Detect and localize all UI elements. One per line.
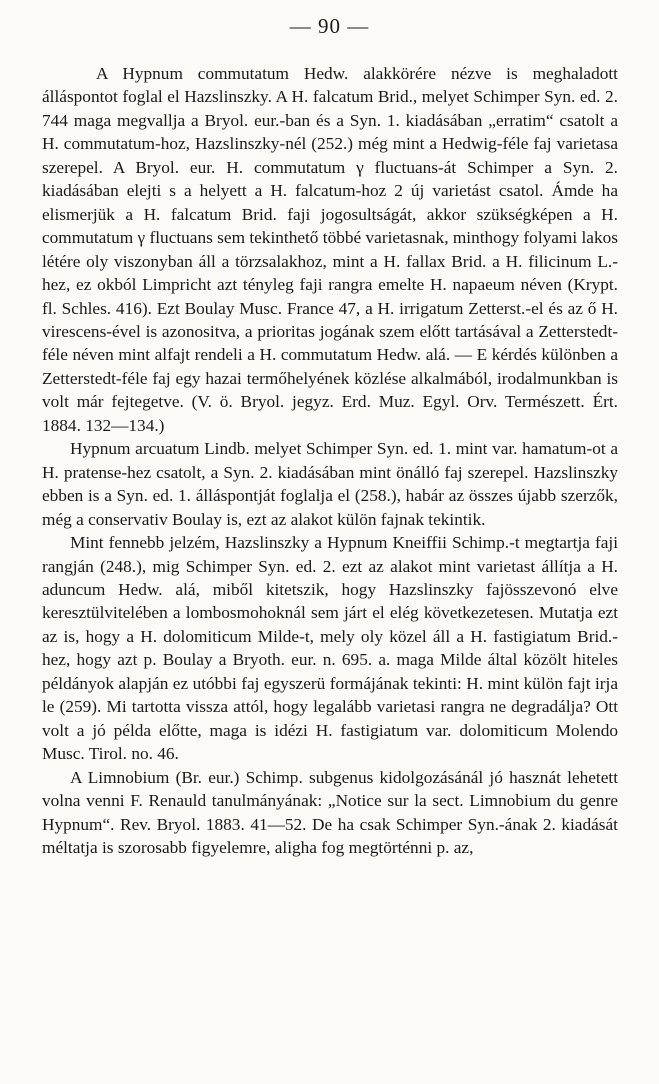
paragraph-2: Hypnum arcuatum Lindb. melyet Schimper Syn. ed. 1. mint var. hamatum-ot a H. pratense-hez csatolt, a Syn. 2. kiadásában mint önálló faj szerepel. Hazslinszky ebben is a Syn. ed. 1. álláspontját foglalja el (258.), habár az összes újabb szerzők, még a conservativ Boulay is, ezt az alakot külön fajnak tekintik. bbox=[42, 439, 618, 529]
paragraph-3: Mint fennebb jelzém, Hazslinszky a Hypnum Kneiffii Schimp.-t megtartja faji rangján (248.), mig Schimper Syn. ed. 2. ezt az alakot mint varietast állítja a H. aduncum Hedw. alá, miből kitetszik, hogy Hazslinszky fajösszevonó elve keresztülvitelében a lombosmohoknál sem járt el elég következetesen. Mutatja ezt az is, hogy a H. dolomiticum Milde-t, mely oly közel áll a H. fastigiatum Brid.-hez, hogy azt p. Boulay a Bryoth. eur. n. 695. a. maga Milde által közölt hiteles példányok alapján ez utóbbi faj egyszerü formájának tekinti: H. mint külön fajt irja le (259). Mi tartotta vissza attól, hogy legalább varietasi rangra ne degradálja? Ott volt a jó példa előtte, maga is idézi H. fastigiatum var. dolomiticum Molendo Musc. Tirol. no. 46. bbox=[42, 533, 618, 764]
paragraph-4: A Limnobium (Br. eur.) Schimp. subgenus kidolgozásánál jó hasznát lehetett volna venni F. Renauld tanulmányának: „Notice sur la sect. Limnobium du genre Hypnum“. Rev. Bryol. 1883. 41—52. De ha csak Schimper Syn.-ának 2. kiadását méltatja is szorosabb figyelemre, aligha fog megtörténni p. az, bbox=[42, 767, 618, 857]
paragraph-1: A Hypnum commutatum Hedw. alakkörére nézve is meghaladott álláspontot foglal el Hazslinszky. A H. falcatum Brid., melyet Schimper Syn. ed. 2. 744 maga megvallja a Bryol. eur.-ban és a Syn. 1. kiadásában „erratim“ csatolt a H. commutatum-hoz, Hazslinszky-nél (252.) még mint a Hedwig-féle faj varietasa szerepel. A Bryol. eur. H. commutatum γ fluctuans-át Schimper a Syn. 2. kiadásában elejti s a helyett a H. falcatum-hoz 2 új varietást csatol. Ámde ha elismerjük a H. falcatum Brid. faji jogosultságát, akkor szükségképen a H. commutatum γ fluctuans sem tekinthető többé varietasnak, minthogy folyami lakos létére oly viszonyban áll a törzsalakhoz, mint a H. fallax Brid. a H. filicinum L.-hez, ez okból Limpricht azt tényleg faji rangra emelte H. napaeum néven (Krypt. fl. Schles. 416). Ezt Boulay Musc. France 47, a H. irrigatum Zetterst.-el és az ő H. virescens-ével is azonositva, a prioritas jogának szem előtt tartásával a Zetterstedt-féle néven mint alfajt rendeli a H. commutatum Hedw. alá. — E kérdés különben a Zetterstedt-féle faj egy hazai termőhelyének közlése alkalmából, irodalmunkban is volt már fejtegetve. (V. ö. Bryol. jegyz. Erd. Muz. Egyl. Orv. Természett. Ért. 1884. 132—134.) bbox=[42, 64, 618, 435]
body-text bbox=[42, 62, 618, 859]
page-number: — 90 — bbox=[289, 14, 370, 38]
